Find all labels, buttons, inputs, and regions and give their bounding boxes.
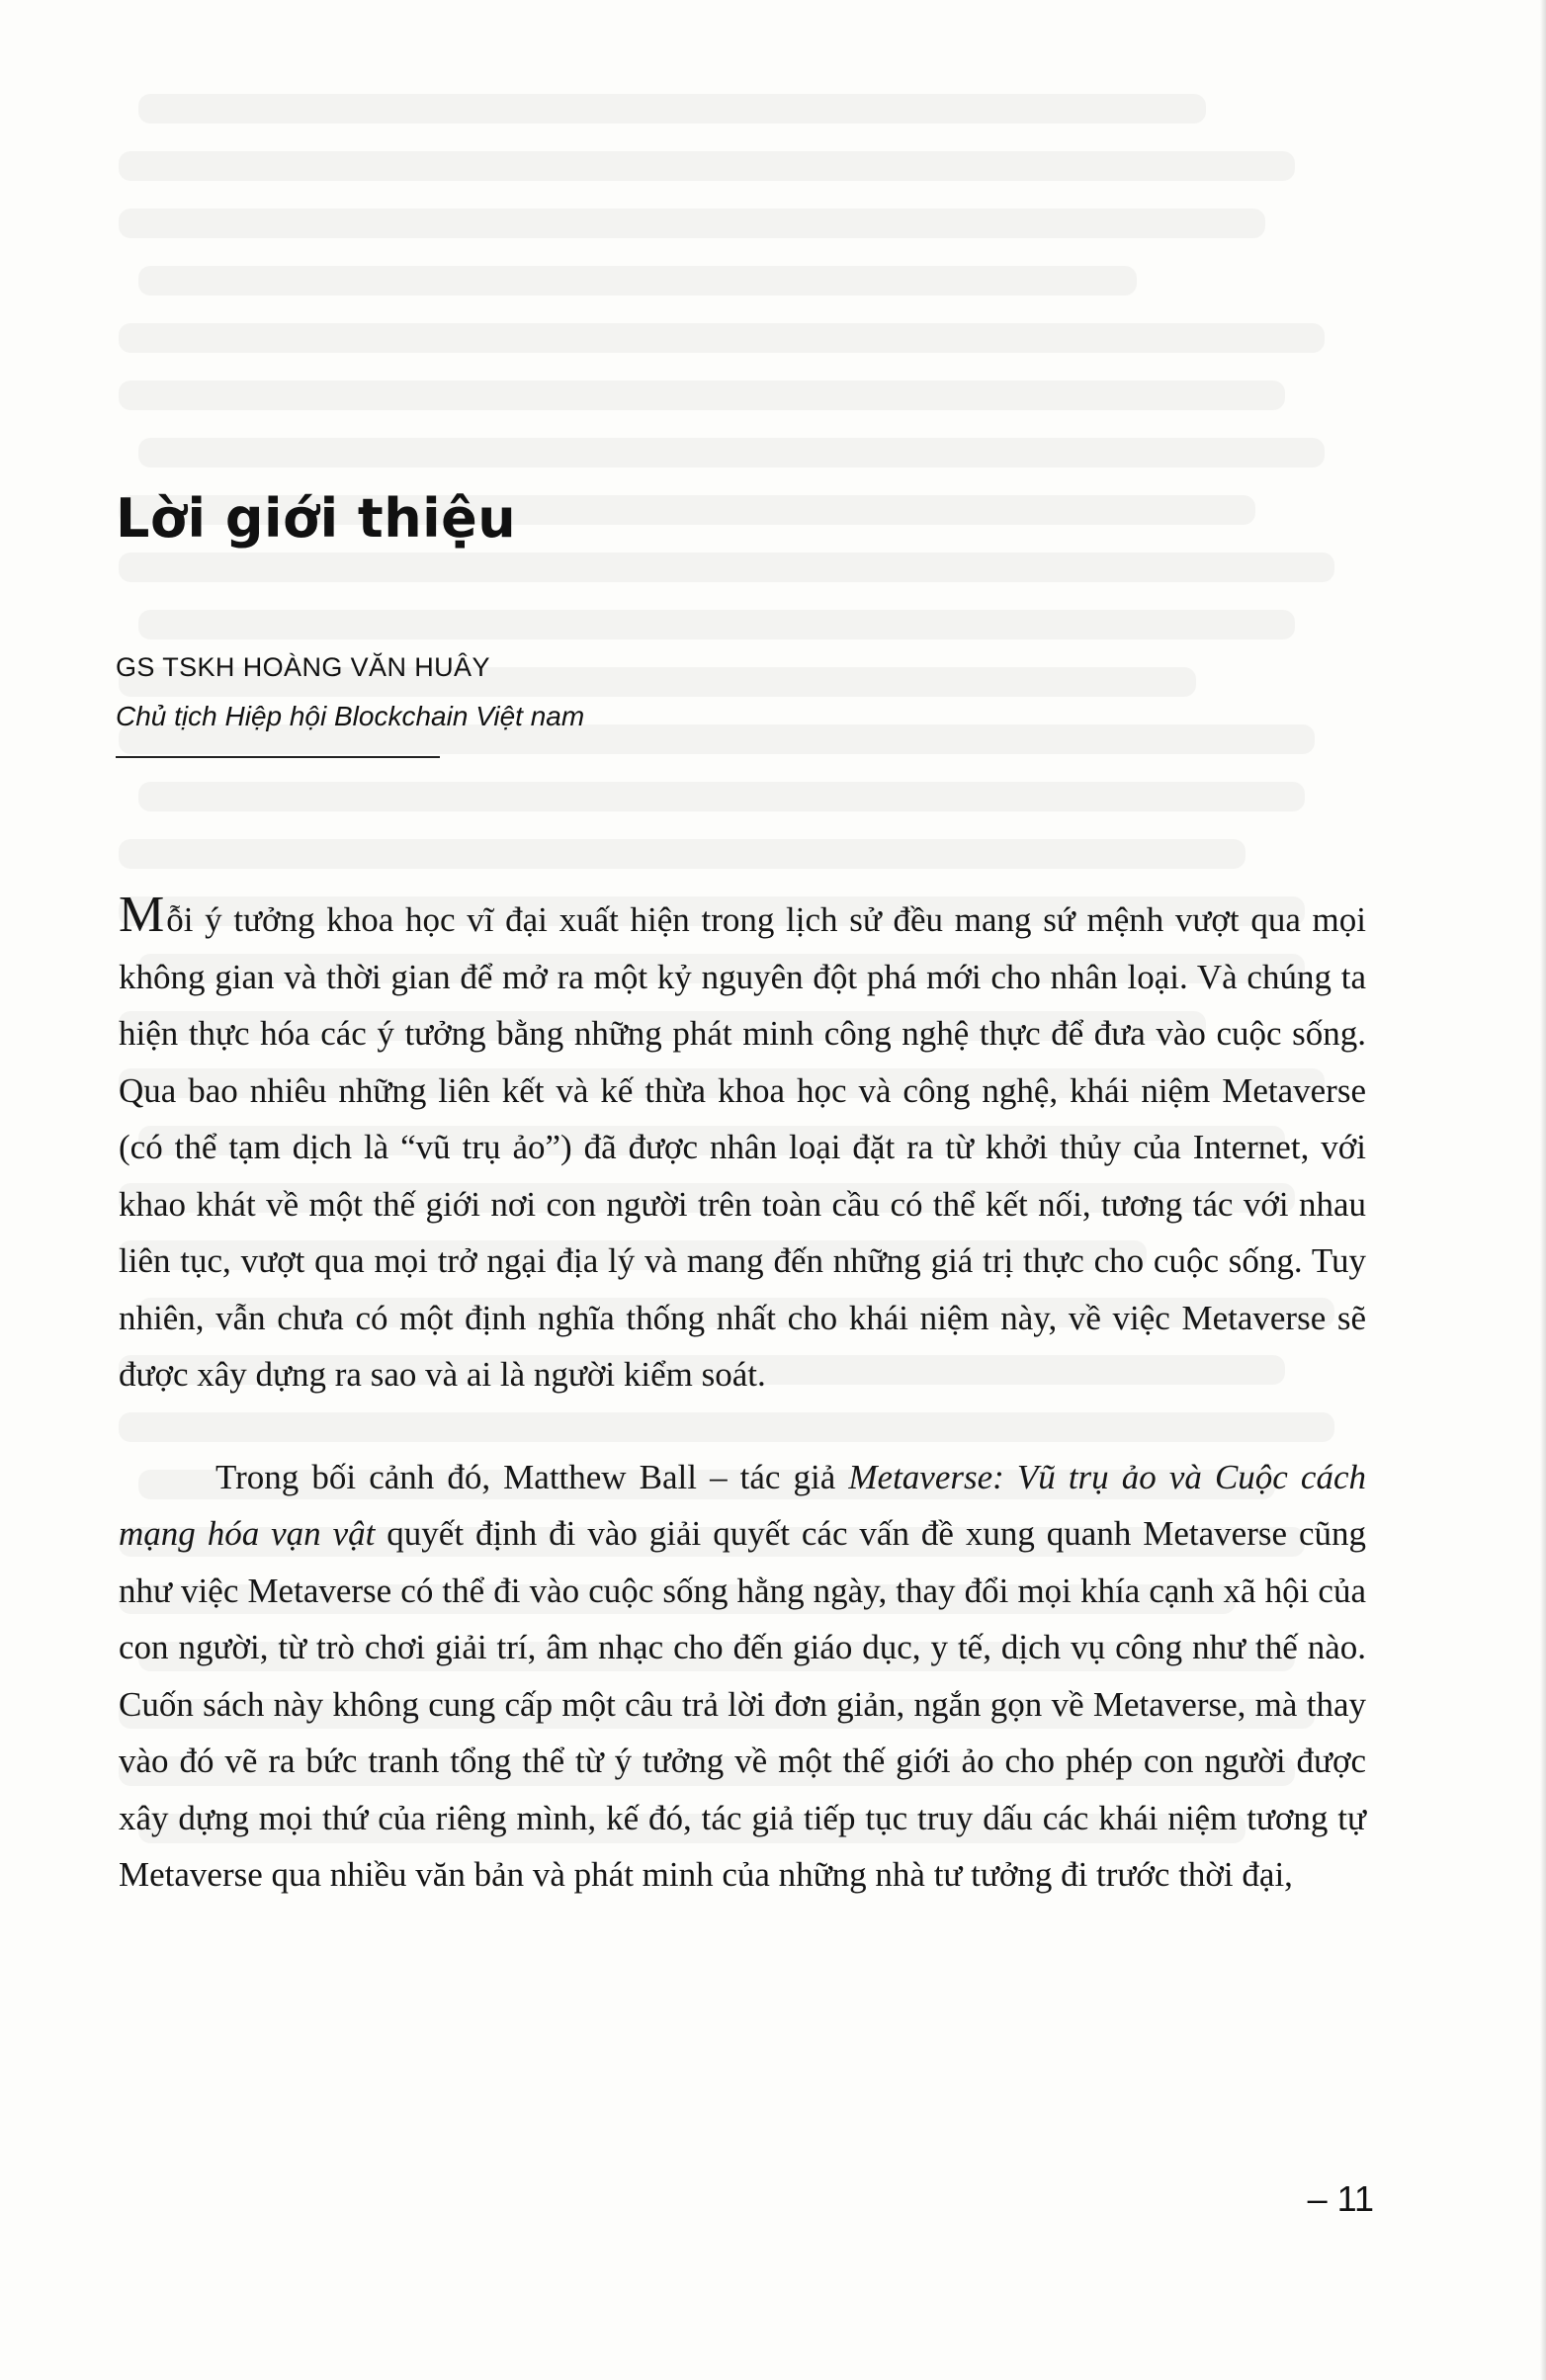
divider xyxy=(116,756,440,758)
show-through-line xyxy=(138,94,1206,124)
drop-cap: M xyxy=(119,887,165,943)
author-name: GS TSKH HOÀNG VĂN HUÂY xyxy=(116,652,490,682)
show-through-line xyxy=(138,266,1137,296)
paragraph-2 xyxy=(119,1449,1366,1904)
show-through-line xyxy=(138,610,1295,639)
show-through-line xyxy=(119,381,1285,410)
show-through-line xyxy=(119,839,1245,869)
page-number: – 11 xyxy=(1307,2178,1374,2219)
book-title: Metaverse: Vũ trụ ảo và Cuộc cách mạng hóa vạn vật xyxy=(119,1457,1366,1553)
paragraph-2-lead: Trong bối cảnh đó, Matthew Ball – tác giả xyxy=(215,1457,849,1496)
chapter-title: Lời giới thiệu xyxy=(116,487,517,550)
paragraph-1 xyxy=(119,887,1366,1403)
show-through-line xyxy=(119,323,1325,353)
show-through-line xyxy=(119,209,1265,238)
show-through-line xyxy=(119,552,1334,582)
paragraph-2-rest: quyết định đi vào giải quyết các vấn đề xung quanh Metaverse cũng như việc Metaverse có thể đi vào cuộc sống hằng ngày, thay đổi mọi khía cạnh xã hội của con người, từ trò chơi giải trí, âm nhạc cho đến giáo dục, y tế, dịch vụ công như thế nào. Cuốn sách này không cung cấp một câu trả lời đơn giản, ngắn gọn về Metaverse, mà thay vào đó vẽ ra bức tranh tổng thể từ ý tưởng về một thế giới ảo cho phép con người được xây dựng mọi thứ của riêng mình, kế đó, tác giả tiếp tục truy dấu các khái niệm tương tự Metaverse qua nhiều văn bản và phát minh của những nhà tư tưởng đi trước thời đại, xyxy=(119,1514,1366,1894)
show-through-line xyxy=(138,438,1325,468)
author-role: Chủ tịch Hiệp hội Blockchain Việt nam xyxy=(116,701,585,731)
show-through-line xyxy=(119,151,1295,181)
show-through-line xyxy=(138,782,1305,811)
body-text xyxy=(119,887,1366,1904)
scan-edge xyxy=(1540,0,1546,2380)
paragraph-1-text: ỗi ý tưởng khoa học vĩ đại xuất hiện trong lịch sử đều mang sứ mệnh vượt qua mọi không gian và thời gian để mở ra một kỷ nguyên đột phá mới cho nhân loại. Và chúng ta hiện thực hóa các ý tưởng bằng những phát minh công nghệ thực để đưa vào cuộc sống. Qua bao nhiêu những liên kết và kế thừa khoa học và công nghệ, khái niệm Metaverse (có thể tạm dịch là “vũ trụ ảo”) đã được nhân loại đặt ra từ khởi thủy của Internet, với khao khát về một thế giới nơi con người trên toàn cầu có thể kết nối, tương tác với nhau liên tục, vượt qua mọi trở ngại địa lý và mang đến những giá trị thực cho cuộc sống. Tuy nhiên, vẫn chưa có một định nghĩa thống nhất cho khái niệm này, về việc Metaverse sẽ được xây dựng ra sao và ai là người kiểm soát. xyxy=(119,900,1366,1394)
